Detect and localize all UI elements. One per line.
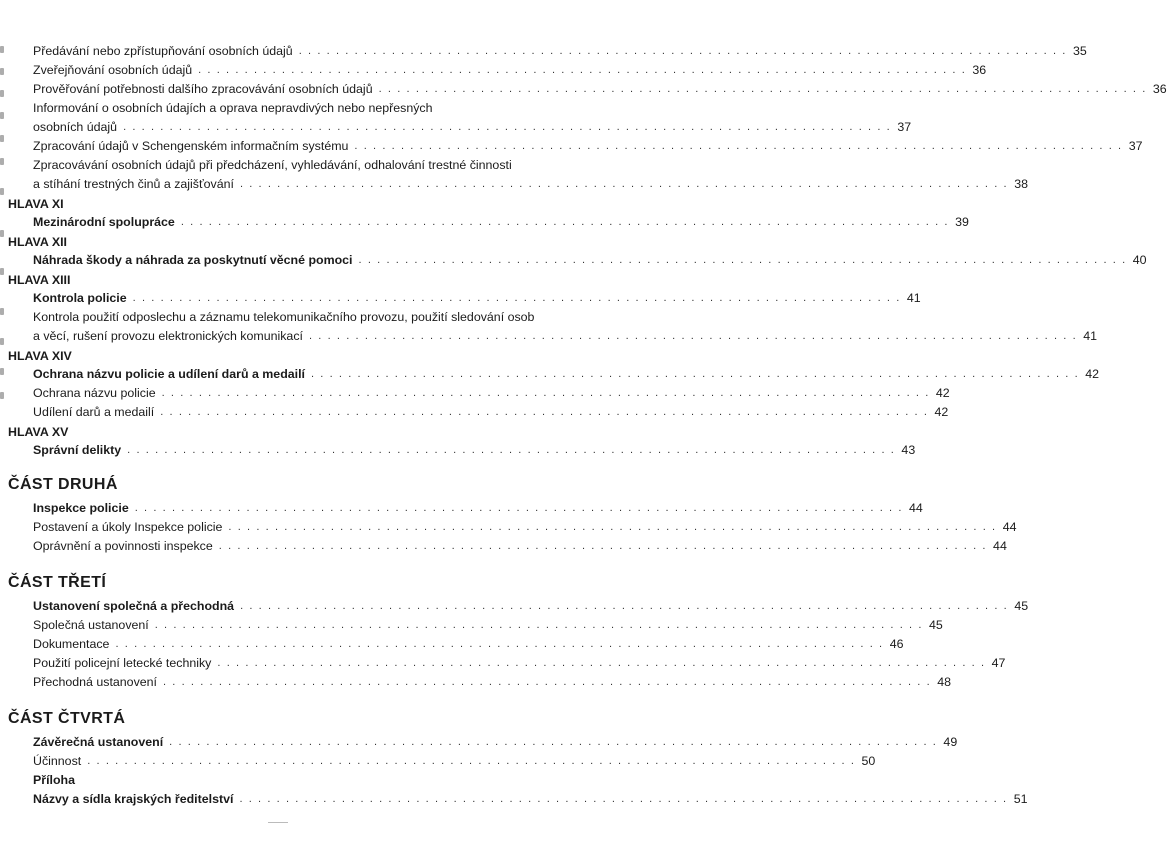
toc-page-number: 42 [935, 386, 950, 400]
dot-leader: . . . . . . . . . . . . . . . . . . . . . . . . . . . . . . . . . . . . . . . . . . . . . . . . . . . . . . . . . . . . . . . . . . . . . . . . . . . . . . . . . . . [358, 254, 1127, 266]
toc-entry[interactable] [0, 156, 1028, 194]
toc-page-number: 39 [955, 215, 969, 229]
dot-leader: . . . . . . . . . . . . . . . . . . . . . . . . . . . . . . . . . . . . . . . . . . . . . . . . . . . . . . . . . . . . . . . . . . . . . . . . . . . . . . . . . . . [163, 676, 932, 688]
dot-leader: . . . . . . . . . . . . . . . . . . . . . . . . . . . . . . . . . . . . . . . . . . . . . . . . . . . . . . . . . . . . . . . . . . . . . . . . . . . . . . . . . . . [310, 368, 1080, 380]
dot-leader: . . . . . . . . . . . . . . . . . . . . . . . . . . . . . . . . . . . . . . . . . . . . . . . . . . . . . . . . . . . . . . . . . . . . . . . . . . . . . . . . . . . [169, 736, 938, 748]
dot-leader: . . . . . . . . . . . . . . . . . . . . . . . . . . . . . . . . . . . . . . . . . . . . . . . . . . . . . . . . . . . . . . . . . . . . . . . . . . . . . . . . . . . [308, 330, 1078, 342]
toc-entry[interactable] [0, 137, 1143, 156]
toc-entry-title-line1: Informování o osobních údajích a oprava nepravdivých nebo nepřesných [33, 101, 433, 115]
toc-entry-title-line2: osobních údajů [33, 120, 118, 134]
toc-page-number: 48 [937, 675, 952, 689]
toc-entry-title: Oprávnění a povinnosti inspekce [33, 539, 213, 553]
toc-page-number: 35 [1072, 44, 1087, 58]
toc-entry[interactable] [0, 61, 987, 80]
toc-entry[interactable] [0, 790, 1028, 809]
dot-leader: . . . . . . . . . . . . . . . . . . . . . . . . . . . . . . . . . . . . . . . . . . . . . . . . . . . . . . . . . . . . . . . . . . . . . . . . . . . . . . . . . . . [239, 178, 1009, 190]
toc-entry[interactable] [0, 308, 1098, 346]
table-of-contents [0, 42, 1167, 809]
toc-entry[interactable] [0, 42, 1087, 61]
toc-page-number: 44 [993, 539, 1007, 553]
toc-page-number: 44 [1002, 520, 1017, 534]
toc-entry-title: Předávání nebo zpřístupňování osobních údajů [33, 44, 293, 58]
toc-entry[interactable] [0, 635, 904, 654]
toc-entry-title: Ochrana názvu policie [33, 386, 156, 400]
toc-page-number: 41 [906, 291, 921, 305]
toc-page-number: 44 [909, 501, 923, 515]
part-heading: ČÁST TŘETÍ [8, 574, 107, 591]
chapter-heading: HLAVA XI [8, 197, 64, 211]
chapter-heading: HLAVA XIV [8, 349, 72, 363]
toc-entry[interactable] [0, 441, 916, 460]
dot-leader: . . . . . . . . . . . . . . . . . . . . . . . . . . . . . . . . . . . . . . . . . . . . . . . . . . . . . . . . . . . . . . . . . . . . . . . . . . . . . . . . . . . [161, 387, 930, 399]
toc-entry-title: Postavení a úkoly Inspekce policie [33, 520, 223, 534]
toc-entry-title: Zveřejňování osobních údajů [33, 63, 193, 77]
toc-page-number: 37 [1128, 139, 1143, 153]
appendix-label: Příloha [33, 773, 75, 787]
dot-leader: . . . . . . . . . . . . . . . . . . . . . . . . . . . . . . . . . . . . . . . . . . . . . . . . . . . . . . . . . . . . . . . . . . . . . . . . . . . . . . . . . . . [154, 619, 923, 631]
dot-leader: . . . . . . . . . . . . . . . . . . . . . . . . . . . . . . . . . . . . . . . . . . . . . . . . . . . . . . . . . . . . . . . . . . . . . . . . . . . . . . . . . . . [180, 216, 950, 228]
toc-page-number: 51 [1013, 792, 1028, 806]
toc-page-number: 38 [1014, 177, 1028, 191]
dot-leader: . . . . . . . . . . . . . . . . . . . . . . . . . . . . . . . . . . . . . . . . . . . . . . . . . . . . . . . . . . . . . . . . . . . . . . . . . . . . . . . . . . . [228, 521, 997, 533]
toc-entry-title: Zpracování údajů v Schengenském informačním systému [33, 139, 349, 153]
toc-page-number: 40 [1132, 253, 1147, 267]
toc-page-number: 50 [861, 754, 876, 768]
toc-entry-title: Ochrana názvu policie a udílení darů a medailí [33, 367, 305, 381]
toc-entry-title: Dokumentace [33, 637, 110, 651]
toc-page-number: 43 [901, 443, 916, 457]
scan-smudge [268, 822, 288, 827]
toc-page-number: 42 [934, 405, 949, 419]
dot-leader: . . . . . . . . . . . . . . . . . . . . . . . . . . . . . . . . . . . . . . . . . . . . . . . . . . . . . . . . . . . . . . . . . . . . . . . . . . . . . . . . . . . [123, 121, 892, 133]
toc-entry[interactable] [0, 752, 876, 771]
toc-entry-title: Správní delikty [33, 443, 122, 457]
chapter-heading: HLAVA XV [8, 425, 69, 439]
part-heading: ČÁST DRUHÁ [8, 476, 118, 493]
dot-leader: . . . . . . . . . . . . . . . . . . . . . . . . . . . . . . . . . . . . . . . . . . . . . . . . . . . . . . . . . . . . . . . . . . . . . . . . . . . . . . . . . . . [217, 657, 986, 669]
toc-entry-title: Prověřování potřebnosti dalšího zpracovávání osobních údajů [33, 82, 373, 96]
dot-leader: . . . . . . . . . . . . . . . . . . . . . . . . . . . . . . . . . . . . . . . . . . . . . . . . . . . . . . . . . . . . . . . . . . . . . . . . . . . . . . . . . . . [115, 638, 884, 650]
dot-leader: . . . . . . . . . . . . . . . . . . . . . . . . . . . . . . . . . . . . . . . . . . . . . . . . . . . . . . . . . . . . . . . . . . . . . . . . . . . . . . . . . . . [298, 45, 1067, 57]
toc-entry[interactable] [0, 597, 1029, 616]
toc-entry[interactable] [0, 537, 1007, 556]
toc-page-number: 36 [1152, 82, 1167, 96]
toc-page-number: 37 [897, 120, 912, 134]
dot-leader: . . . . . . . . . . . . . . . . . . . . . . . . . . . . . . . . . . . . . . . . . . . . . . . . . . . . . . . . . . . . . . . . . . . . . . . . . . . . . . . . . . . [160, 406, 929, 418]
toc-entry-title: Společná ustanovení [33, 618, 149, 632]
toc-entry[interactable] [0, 289, 921, 308]
toc-entry-title-line1: Zpracovávání osobních údajů při předcházení, vyhledávání, odhalování trestné činnosti [33, 158, 512, 172]
appendix-label-row [0, 771, 600, 790]
toc-page-number: 49 [943, 735, 958, 749]
toc-entry-title: Inspekce policie [33, 501, 129, 515]
toc-entry-title: Použití policejní letecké techniky [33, 656, 212, 670]
dot-leader: . . . . . . . . . . . . . . . . . . . . . . . . . . . . . . . . . . . . . . . . . . . . . . . . . . . . . . . . . . . . . . . . . . . . . . . . . . . . . . . . . . . [127, 444, 896, 456]
toc-entry[interactable] [0, 499, 923, 518]
toc-entry-title: Názvy a sídla krajských ředitelství [33, 792, 234, 806]
dot-leader: . . . . . . . . . . . . . . . . . . . . . . . . . . . . . . . . . . . . . . . . . . . . . . . . . . . . . . . . . . . . . . . . . . . . . . . . . . . . . . . . . . . [354, 140, 1123, 152]
toc-entry-title: Kontrola policie [33, 291, 127, 305]
toc-entry-title: Závěrečná ustanovení [33, 735, 164, 749]
toc-entry[interactable] [0, 673, 952, 692]
toc-entry-title: Náhrada škody a náhrada za poskytnutí věcné pomoci [33, 253, 353, 267]
toc-entry[interactable] [0, 99, 912, 137]
toc-entry-title-line2: a stíhání trestných činů a zajišťování [33, 177, 234, 191]
dot-leader: . . . . . . . . . . . . . . . . . . . . . . . . . . . . . . . . . . . . . . . . . . . . . . . . . . . . . . . . . . . . . . . . . . . . . . . . . . . . . . . . . . . [134, 502, 903, 514]
dot-leader: . . . . . . . . . . . . . . . . . . . . . . . . . . . . . . . . . . . . . . . . . . . . . . . . . . . . . . . . . . . . . . . . . . . . . . . . . . . . . . . . . . . [378, 83, 1147, 95]
dot-leader: . . . . . . . . . . . . . . . . . . . . . . . . . . . . . . . . . . . . . . . . . . . . . . . . . . . . . . . . . . . . . . . . . . . . . . . . . . . . . . . . . . . [239, 793, 1008, 805]
toc-entry[interactable] [0, 384, 950, 403]
toc-entry-title-line2: a věcí, rušení provozu elektronických komunikací [33, 329, 303, 343]
dot-leader: . . . . . . . . . . . . . . . . . . . . . . . . . . . . . . . . . . . . . . . . . . . . . . . . . . . . . . . . . . . . . . . . . . . . . . . . . . . . . . . . . . . [132, 292, 901, 304]
dot-leader: . . . . . . . . . . . . . . . . . . . . . . . . . . . . . . . . . . . . . . . . . . . . . . . . . . . . . . . . . . . . . . . . . . . . . . . . . . . . . . . . . . . [198, 64, 967, 76]
toc-page-number: 46 [889, 637, 904, 651]
toc-page-number: 47 [991, 656, 1006, 670]
toc-entry-title-line1: Kontrola použití odposlechu a záznamu telekomunikačního provozu, použití sledování osob [33, 310, 535, 324]
toc-entry[interactable] [0, 616, 943, 635]
toc-entry-title: Udílení darů a medailí [33, 405, 155, 419]
toc-entry[interactable] [0, 213, 969, 232]
part-heading: ČÁST ČTVRTÁ [8, 710, 126, 727]
dot-leader: . . . . . . . . . . . . . . . . . . . . . . . . . . . . . . . . . . . . . . . . . . . . . . . . . . . . . . . . . . . . . . . . . . . . . . . . . . . . . . . . . . . [240, 600, 1009, 612]
toc-entry[interactable] [0, 654, 1006, 673]
chapter-heading: HLAVA XIII [8, 273, 71, 287]
toc-entry[interactable] [0, 733, 958, 752]
toc-entry[interactable] [0, 251, 1147, 270]
toc-page-number: 42 [1085, 367, 1100, 381]
toc-page-number: 45 [929, 618, 943, 632]
toc-page-number: 45 [1014, 599, 1029, 613]
toc-page-number: 41 [1083, 329, 1098, 343]
toc-entry-title: Mezinárodní spolupráce [33, 215, 175, 229]
dot-leader: . . . . . . . . . . . . . . . . . . . . . . . . . . . . . . . . . . . . . . . . . . . . . . . . . . . . . . . . . . . . . . . . . . . . . . . . . . . . . . . . . . . [218, 540, 988, 552]
toc-entry-title: Ustanovení společná a přechodná [33, 599, 235, 613]
toc-entry-title: Přechodná ustanovení [33, 675, 157, 689]
toc-entry[interactable] [0, 365, 1100, 384]
chapter-heading: HLAVA XII [8, 235, 67, 249]
toc-entry-title: Účinnost [33, 754, 82, 768]
dot-leader: . . . . . . . . . . . . . . . . . . . . . . . . . . . . . . . . . . . . . . . . . . . . . . . . . . . . . . . . . . . . . . . . . . . . . . . . . . . . . . . . . . . [87, 755, 856, 767]
toc-entry[interactable] [0, 403, 949, 422]
toc-entry[interactable] [0, 518, 1017, 537]
toc-page-number: 36 [972, 63, 987, 77]
toc-entry[interactable] [0, 80, 1167, 99]
